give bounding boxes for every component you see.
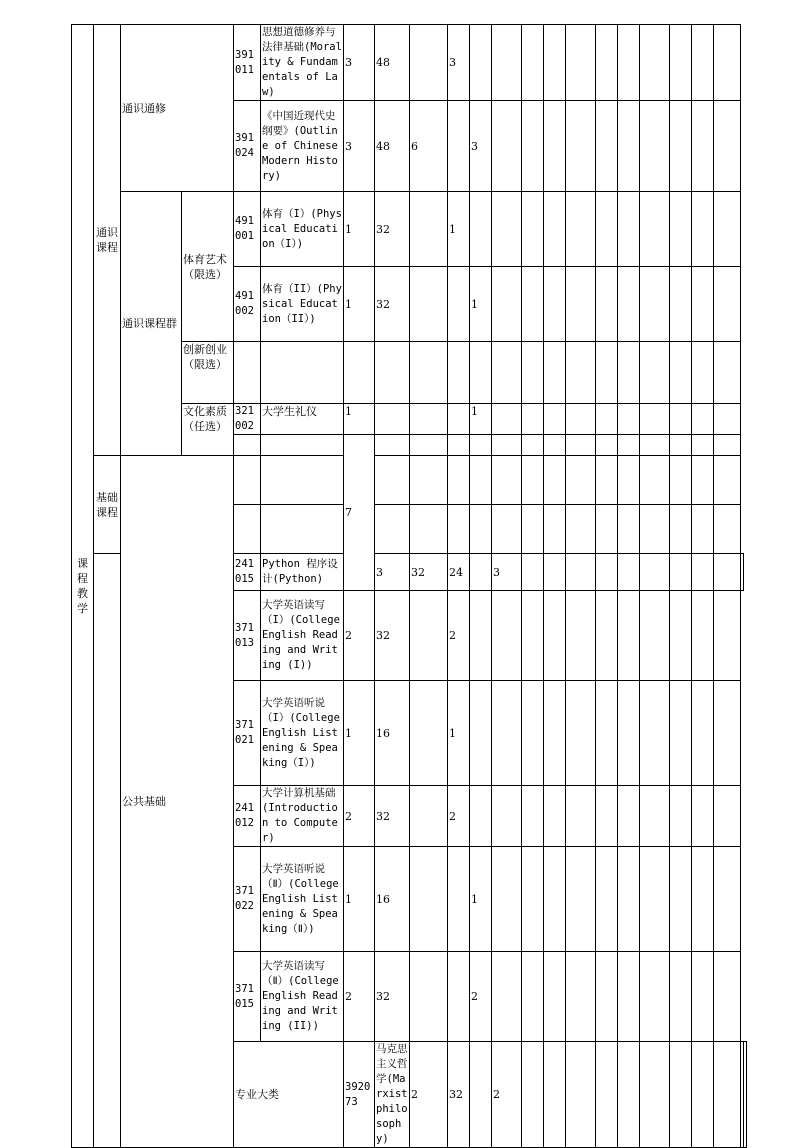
basic-courses-label: [94, 554, 121, 1148]
course-credit: 3: [344, 101, 375, 192]
course-sem1: 1: [448, 681, 470, 786]
course-practice: [410, 404, 448, 435]
course-practice: 6: [410, 101, 448, 192]
course-sem2: 1: [470, 404, 492, 435]
course-sem2: [470, 591, 492, 681]
course-practice: 24: [448, 554, 470, 591]
course-credit: 1: [344, 404, 375, 435]
course-credit: 1: [344, 192, 375, 267]
course-credit: 1: [344, 681, 375, 786]
course-practice: [410, 952, 448, 1042]
course-name: 大学英语听说（I）(College English Listening & Speaking（I）): [261, 681, 344, 786]
course-name: 大学计算机基础(Introduction to Computer): [261, 786, 344, 847]
course-teaching-label: 课程教学: [72, 25, 94, 1148]
course-code: 241015: [234, 554, 261, 591]
public-basic-label: 公共基础: [121, 456, 234, 1148]
course-sem1: 2: [448, 591, 470, 681]
course-sem1: 1: [448, 192, 470, 267]
course-sem2: [470, 786, 492, 847]
course-sem2: [522, 1042, 544, 1148]
course-practice: [410, 192, 448, 267]
course-sem2: 1: [470, 847, 492, 952]
innovation-label: 创新创业（限选）: [182, 342, 234, 404]
course-sem1: [448, 101, 470, 192]
course-code: 241012: [234, 786, 261, 847]
course-name: 大学英语读写（I）(College English Reading and Writing (I)): [261, 591, 344, 681]
course-hours: 32: [375, 192, 410, 267]
course-sem2: [470, 681, 492, 786]
course-sem1: [470, 554, 492, 591]
course-hours: 32: [410, 554, 448, 591]
course-sem1: [448, 267, 470, 342]
course-practice: [410, 786, 448, 847]
course-sem1: [448, 952, 470, 1042]
course-code: 321002: [234, 404, 261, 435]
general-group-label: 通识课程群: [121, 192, 182, 456]
course-sem2: [470, 192, 492, 267]
course-practice: [410, 591, 448, 681]
course-code: 491001: [234, 192, 261, 267]
course-hours: 48: [375, 25, 410, 101]
course-name: 大学英语读写（Ⅱ）(College English Reading and Writing (II)): [261, 952, 344, 1042]
course-sem2: 3: [470, 101, 492, 192]
course-hours: [375, 404, 410, 435]
course-code: 391024: [234, 101, 261, 192]
general-courses-label: 通识课程: [94, 25, 121, 456]
course-credit: 2: [344, 786, 375, 847]
course-credit: 2: [344, 591, 375, 681]
table-row: [72, 192, 747, 267]
course-hours: 32: [375, 591, 410, 681]
curriculum-table: [71, 24, 747, 1148]
major-category-label: 专业大类: [234, 1042, 344, 1148]
course-credit: 3: [375, 554, 410, 591]
course-practice: [410, 267, 448, 342]
course-credit: 1: [344, 267, 375, 342]
course-credit: 1: [344, 847, 375, 952]
table-row: [72, 25, 747, 101]
general-required-label: 通识通修: [121, 25, 234, 192]
course-code: 371013: [234, 591, 261, 681]
course-name: 马克思主义哲学(Marxist philosophy): [375, 1042, 410, 1148]
course-credit: 2: [410, 1042, 448, 1148]
course-name: 思想道德修养与法律基础(Morality & Fundamentals of Law): [261, 25, 344, 101]
course-hours: 32: [375, 786, 410, 847]
course-name: 大学英语听说（Ⅱ）(College English Listening & Speaking（Ⅱ）): [261, 847, 344, 952]
course-practice: [410, 681, 448, 786]
course-sem1: 3: [448, 25, 470, 101]
course-practice: [470, 1042, 492, 1148]
course-practice: [410, 847, 448, 952]
course-sem2: 3: [492, 554, 522, 591]
course-credit: 2: [344, 952, 375, 1042]
course-hours: 16: [375, 681, 410, 786]
course-sem1: [448, 847, 470, 952]
course-hours: 48: [375, 101, 410, 192]
course-code: 371022: [234, 847, 261, 952]
course-hours: 32: [448, 1042, 470, 1148]
table-row: [72, 456, 747, 505]
culture-label: 文化素质（任选）: [182, 404, 234, 456]
course-code: 491002: [234, 267, 261, 342]
course-practice: [410, 25, 448, 101]
course-sem1: 2: [448, 786, 470, 847]
course-name: 大学生礼仪: [261, 404, 344, 435]
course-credit: 3: [344, 25, 375, 101]
course-sem1: [448, 404, 470, 435]
elective-credit: 7: [344, 435, 375, 591]
course-hours: 16: [375, 847, 410, 952]
course-name: Python 程序设计(Python): [261, 554, 344, 591]
course-name: 体育（II）(Physical Education（II）): [261, 267, 344, 342]
sports-arts-label: 体育艺术（限选）: [182, 192, 234, 342]
course-sem2: [470, 25, 492, 101]
basic-courses-label: 基础课程: [94, 456, 121, 554]
course-code: 371015: [234, 952, 261, 1042]
course-sem2: 1: [470, 267, 492, 342]
course-name: 《中国近现代史纲要》(Outline of Chinese Modern History): [261, 101, 344, 192]
course-name: 体育（I）(Physical Education（I）): [261, 192, 344, 267]
course-hours: 32: [375, 267, 410, 342]
course-hours: 32: [375, 952, 410, 1042]
course-code: 392073: [344, 1042, 375, 1148]
course-code: 371021: [234, 681, 261, 786]
course-sem2: 2: [470, 952, 492, 1042]
course-sem1: 2: [492, 1042, 522, 1148]
course-code: 391011: [234, 25, 261, 101]
